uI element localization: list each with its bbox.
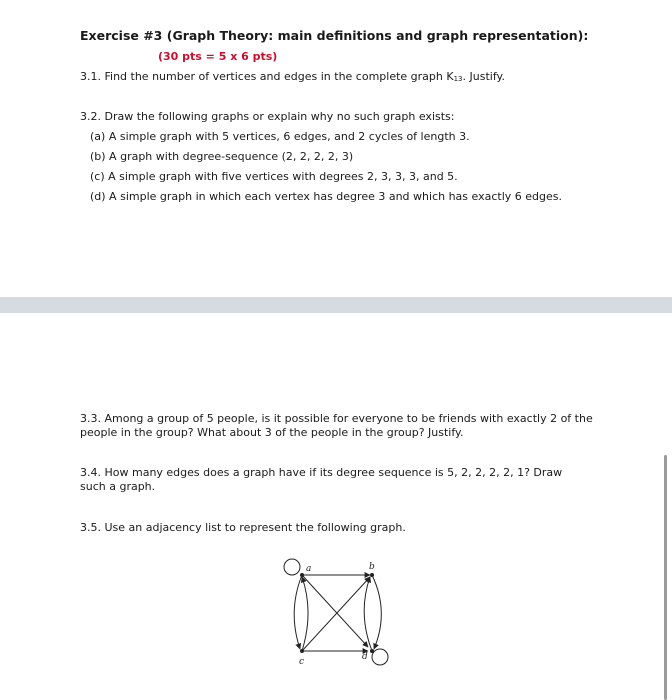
question-3-2-b: (b) A graph with degree-sequence (2, 2, 2, 2, 3) xyxy=(90,150,354,163)
exercise-points: (30 pts = 5 x 6 pts) xyxy=(158,50,278,63)
directed-graph xyxy=(280,555,400,678)
question-3-2-c: (c) A simple graph with five vertices with degrees 2, 3, 3, 3, and 5. xyxy=(90,170,458,183)
question-3-5: 3.5. Use an adjacency list to represent the following graph. xyxy=(80,521,406,534)
label-a: a xyxy=(306,564,312,574)
question-3-2-intro: 3.2. Draw the following graphs or explain why no such graph exists: xyxy=(80,110,455,123)
edge-b-d xyxy=(372,575,381,649)
question-3-2-a: (a) A simple graph with 5 vertices, 6 edges, and 2 cycles of length 3. xyxy=(90,130,470,143)
scrollbar[interactable] xyxy=(664,455,667,700)
page-divider xyxy=(0,297,672,313)
question-3-1: 3.1. Find the number of vertices and edges in the complete graph $K_{13}$. Justify. xyxy=(80,70,505,83)
vertex-d xyxy=(370,649,374,653)
edge-c-a xyxy=(302,577,308,651)
question-3-3-line2: people in the group? What about 3 of the people in the group? Justify. xyxy=(80,426,464,439)
vertex-b xyxy=(370,573,374,577)
loop-d xyxy=(372,649,388,665)
loop-a xyxy=(284,559,300,575)
edge-d-b xyxy=(364,577,372,651)
vertex-a xyxy=(300,573,304,577)
edge-a-c xyxy=(294,575,302,649)
edge-a-d xyxy=(302,575,368,647)
label-c: c xyxy=(299,657,305,667)
question-3-4-line1: 3.4. How many edges does a graph have if its degree sequence is 5, 2, 2, 2, 2, 1? Draw xyxy=(80,466,563,479)
question-3-4-line2: such a graph. xyxy=(80,480,156,493)
label-b: b xyxy=(369,562,375,572)
question-3-3-line1: 3.3. Among a group of 5 people, is it possible for everyone to be friends with exactly 2 of the xyxy=(80,412,593,425)
edge-c-b xyxy=(302,577,370,651)
label-d: d xyxy=(362,652,368,662)
vertex-c xyxy=(300,649,304,653)
exercise-title: Exercise #3 (Graph Theory: main definitions and graph representation): xyxy=(80,28,589,43)
question-3-2-d: (d) A simple graph in which each vertex has degree 3 and which has exactly 6 edges. xyxy=(90,190,562,203)
